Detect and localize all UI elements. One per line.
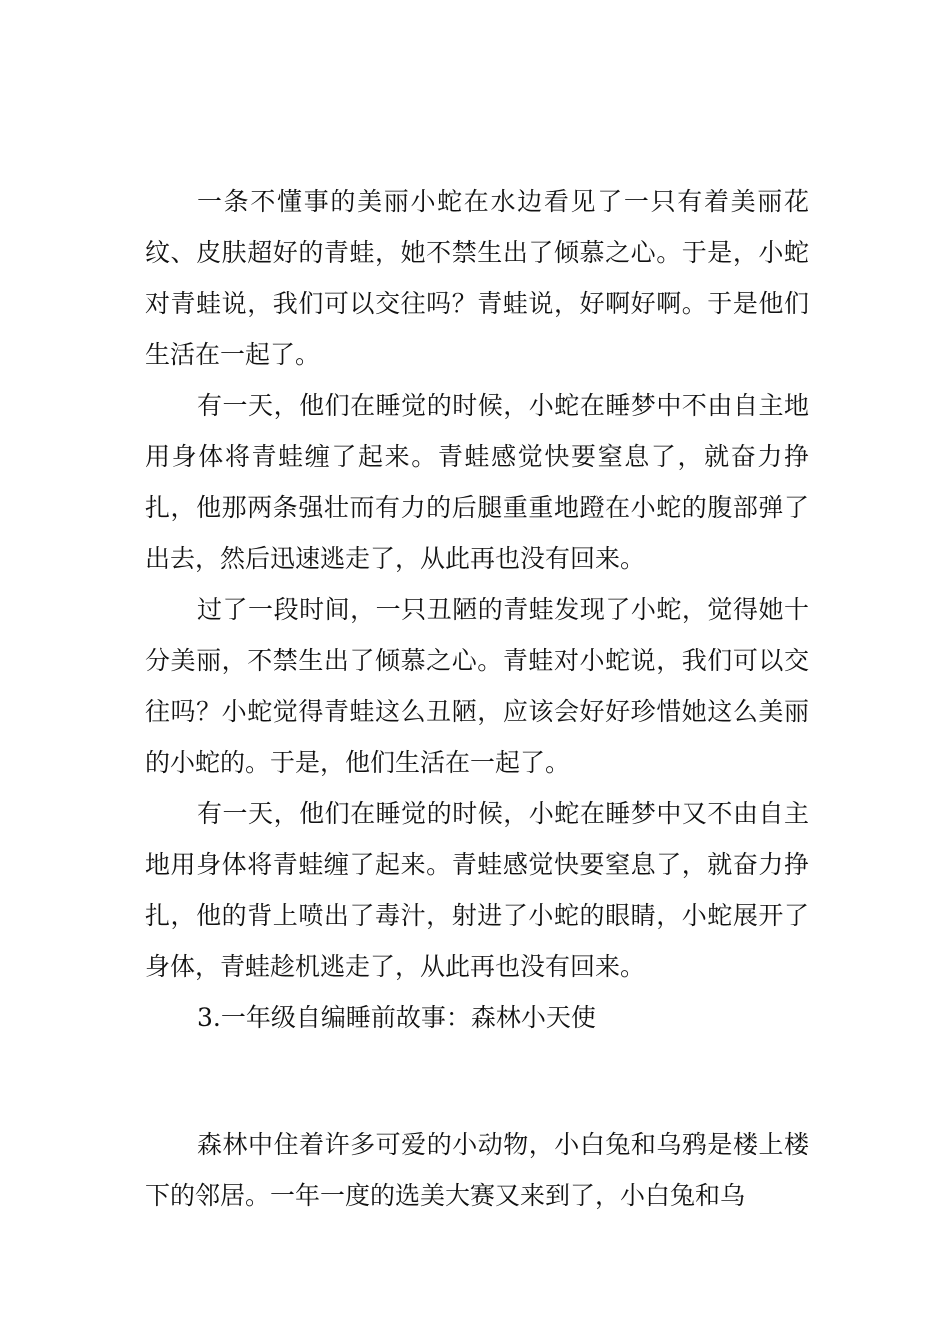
next-story-text-block [145,1119,809,1221]
paragraph-2: 有一天，他们在睡觉的时候，小蛇在睡梦中不由自主地用身体将青蛙缠了起来。青蛙感觉快要窒息了，就奋力挣扎，他那两条强壮而有力的后腿重重地蹬在小蛇的腹部弹了出去，然后迅速逃走了，从此再也没有回来。 [145,391,809,573]
section-heading: 3.一年级自编睡前故事：森林小天使 [197,1003,596,1032]
paragraph-3: 过了一段时间，一只丑陋的青蛙发现了小蛇，觉得她十分美丽，不禁生出了倾慕之心。青蛙对小蛇说，我们可以交往吗？小蛇觉得青蛙这么丑陋，应该会好好珍惜她这么美丽的小蛇的。于是，他们生活在一起了。 [145,595,809,777]
paragraph-1: 一条不懂事的美丽小蛇在水边看见了一只有着美丽花纹、皮肤超好的青蛙，她不禁生出了倾慕之心。于是，小蛇对青蛙说，我们可以交往吗？青蛙说，好啊好啊。于是他们生活在一起了。 [145,187,809,369]
story-text-block [145,176,809,1043]
paragraph-5: 森林中住着许多可爱的小动物，小白兔和乌鸦是楼上楼下的邻居。一年一度的选美大赛又来到了，小白兔和乌 [145,1130,809,1210]
paragraph-4: 有一天，他们在睡觉的时候，小蛇在睡梦中又不由自主地用身体将青蛙缠了起来。青蛙感觉快要窒息了，就奋力挣扎，他的背上喷出了毒汁，射进了小蛇的眼睛，小蛇展开了身体，青蛙趁机逃走了，从此再也没有回来。 [145,799,809,981]
